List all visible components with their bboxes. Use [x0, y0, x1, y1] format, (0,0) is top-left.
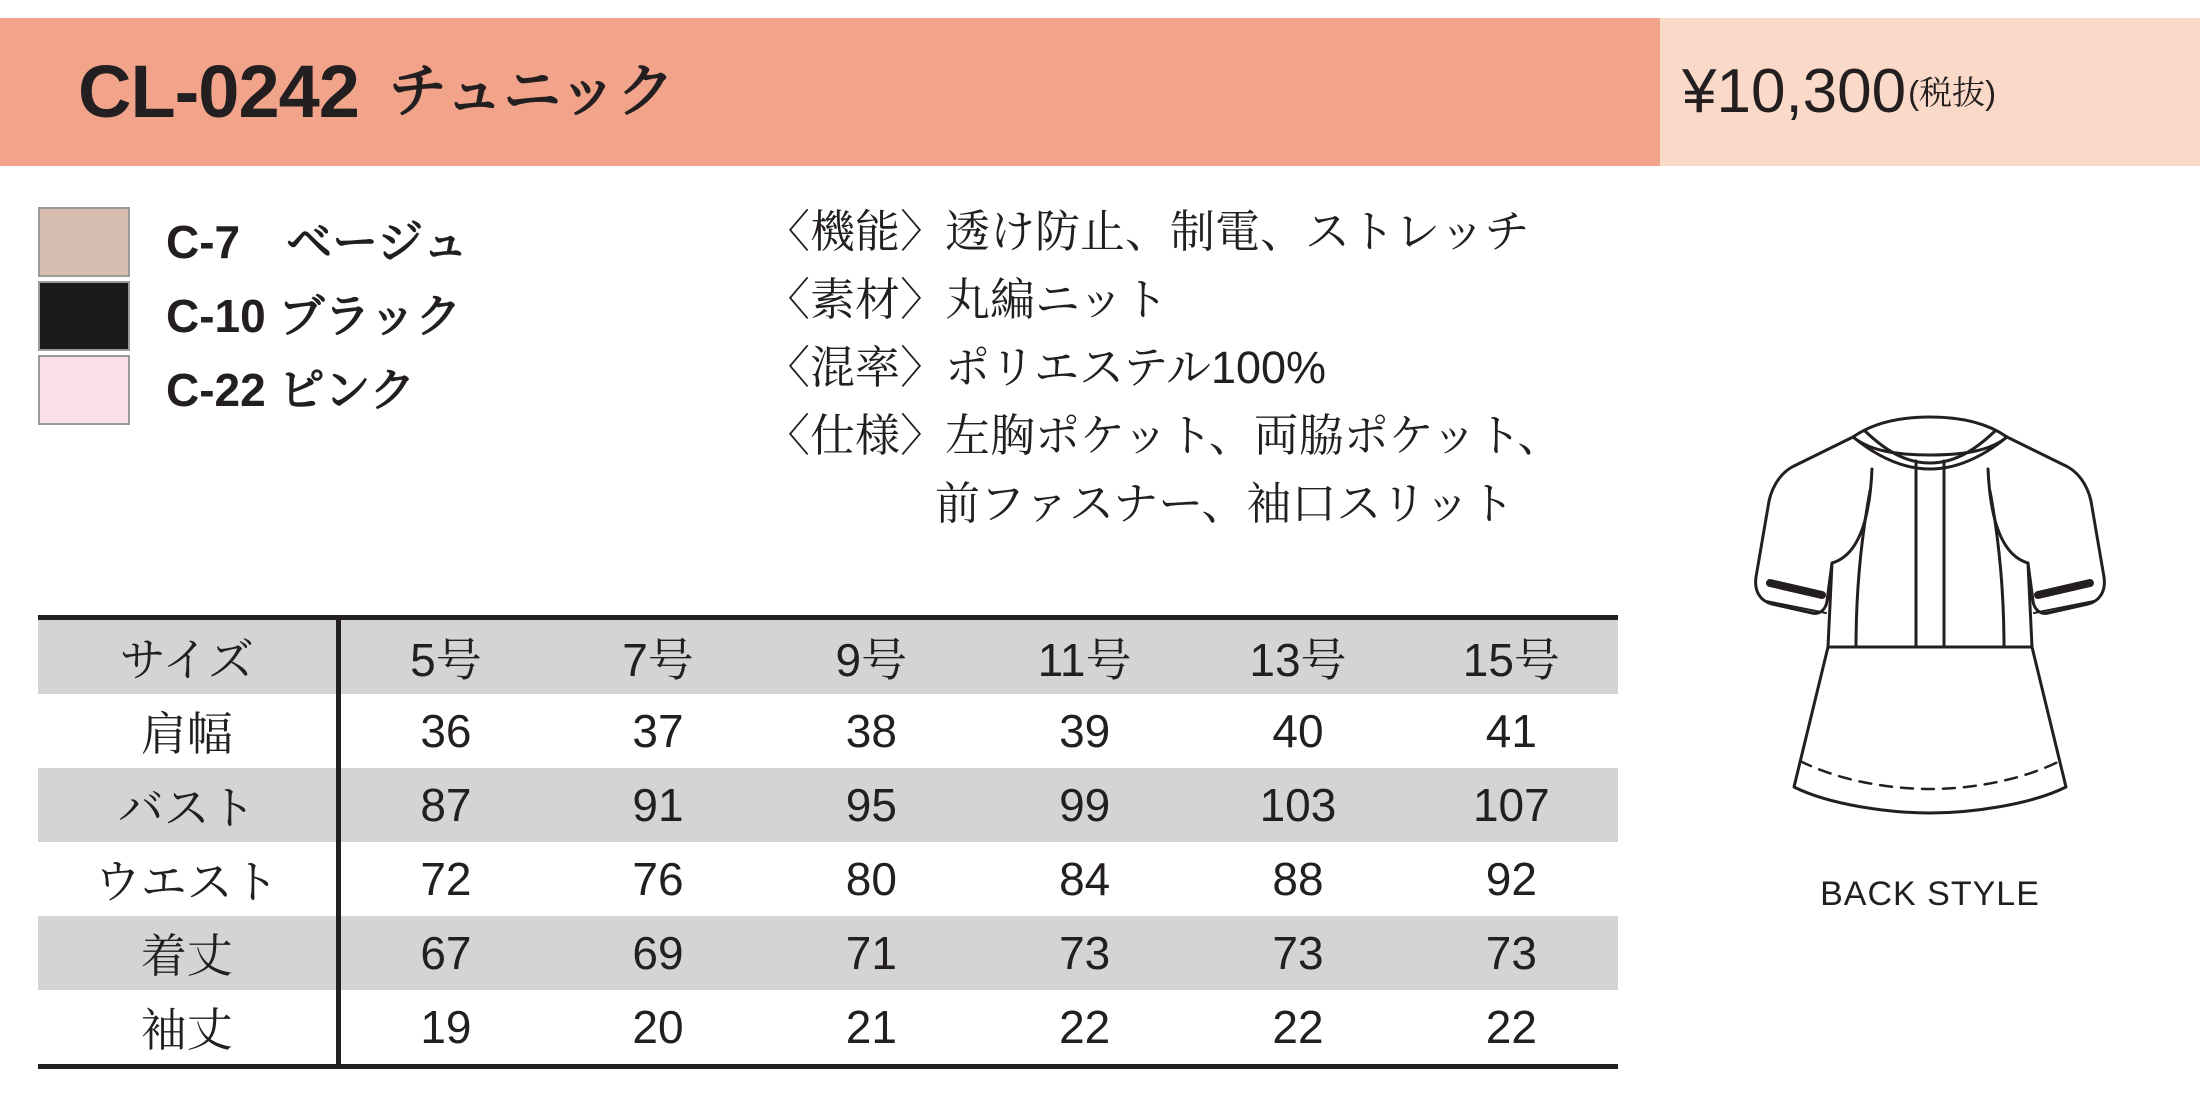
color-swatch-pink	[38, 355, 130, 425]
table-row	[38, 768, 1618, 842]
table-cell: 19	[420, 1001, 472, 1053]
color-label: C-7 ベージュ	[166, 216, 469, 268]
table-cell: 22	[1272, 1001, 1324, 1053]
table-cell: 73	[1191, 916, 1404, 990]
product-price: ¥10,300	[1682, 57, 1907, 126]
table-cell: 22	[1059, 1001, 1111, 1053]
row-label: 袖丈	[38, 990, 338, 1067]
product-price-tax-note: (税抜)	[1908, 73, 1997, 111]
table-cell: 99	[978, 768, 1191, 842]
table-cell: 84	[1059, 853, 1111, 905]
color-swatch-beige	[38, 207, 130, 277]
spec-line-function: 〈機能〉透け防止、制電、ストレッチ	[765, 206, 1530, 257]
spec-line-details-cont: 前ファスナー、袖口スリット	[935, 478, 1515, 529]
table-cell: 67	[338, 916, 551, 990]
color-row	[38, 279, 658, 353]
table-cell: 72	[420, 853, 472, 905]
table-cell: 71	[765, 916, 978, 990]
table-cell: 92	[1485, 853, 1537, 905]
table-cell: 38	[845, 705, 897, 757]
color-label: C-10 ブラック	[166, 290, 462, 342]
table-cell: 37	[632, 705, 684, 757]
table-cell: 103	[1191, 768, 1404, 842]
garment-back-illustration	[1720, 395, 2140, 865]
row-label: バスト	[38, 768, 338, 842]
spec-line-details: 〈仕様〉左胸ポケット、両脇ポケット、	[765, 410, 1563, 461]
color-row	[38, 353, 658, 427]
row-label: 着丈	[38, 916, 338, 990]
table-row	[38, 694, 1618, 768]
back-style-figure	[1700, 395, 2160, 914]
color-label: C-22 ピンク	[166, 364, 416, 416]
row-label: ウエスト	[38, 842, 338, 916]
back-style-label: BACK STYLE	[1820, 875, 2040, 913]
table-row	[38, 916, 1618, 990]
header-price-panel	[1660, 18, 2200, 166]
color-row	[38, 205, 658, 279]
table-header-row	[38, 618, 1618, 695]
table-header-cell: 15号	[1405, 618, 1618, 695]
table-header-cell: 7号	[551, 618, 764, 695]
product-name: チュニック	[388, 59, 675, 124]
spec-line-composition: 〈混率〉ポリエステル100%	[765, 342, 1327, 393]
table-header-cell: 13号	[1191, 618, 1404, 695]
table-cell: 107	[1405, 768, 1618, 842]
table-cell: 80	[845, 853, 897, 905]
row-label: 肩幅	[38, 694, 338, 768]
product-header-bar	[0, 18, 2200, 166]
table-header-cell: サイズ	[38, 618, 338, 695]
spec-line-material: 〈素材〉丸編ニット	[765, 274, 1169, 325]
table-cell: 73	[978, 916, 1191, 990]
product-code: CL-0242	[78, 50, 359, 133]
table-cell: 39	[1059, 705, 1111, 757]
table-cell: 91	[551, 768, 764, 842]
table-cell: 20	[632, 1001, 684, 1053]
table-row	[38, 842, 1618, 916]
table-cell: 95	[765, 768, 978, 842]
table-header-cell: 11号	[978, 618, 1191, 695]
header-left-panel	[0, 18, 1660, 166]
table-cell: 88	[1272, 853, 1324, 905]
color-swatch-black	[38, 281, 130, 351]
table-cell: 41	[1485, 705, 1537, 757]
color-list	[38, 205, 658, 427]
spec-list	[765, 198, 1635, 538]
table-cell: 40	[1272, 705, 1324, 757]
table-cell: 69	[551, 916, 764, 990]
table-cell: 73	[1405, 916, 1618, 990]
table-cell: 22	[1485, 1001, 1537, 1053]
table-cell: 36	[420, 705, 472, 757]
table-row	[38, 990, 1618, 1067]
table-cell: 21	[845, 1001, 897, 1053]
size-table	[38, 615, 1618, 1069]
table-cell: 87	[338, 768, 551, 842]
table-cell: 76	[632, 853, 684, 905]
table-header-cell: 5号	[338, 618, 551, 695]
table-header-cell: 9号	[765, 618, 978, 695]
